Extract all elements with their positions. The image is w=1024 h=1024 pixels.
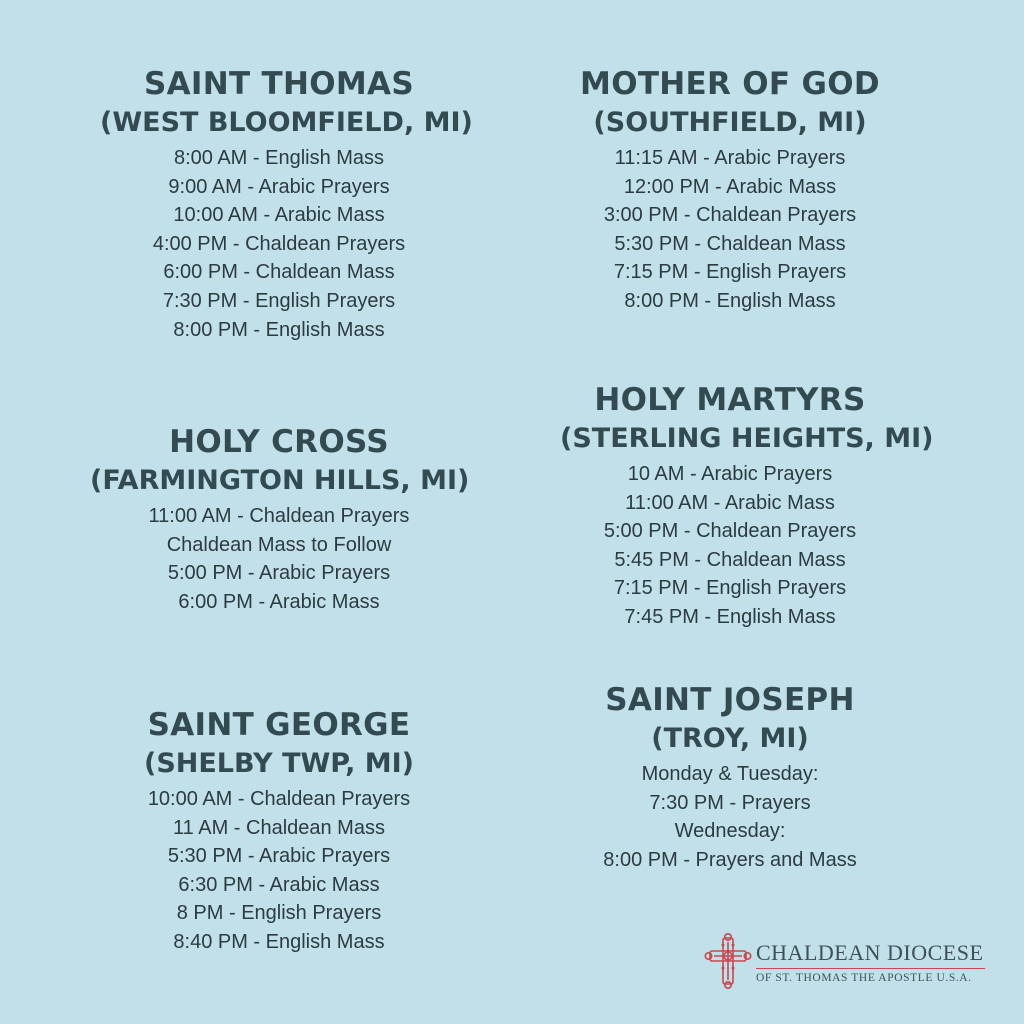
schedule-line: 8:40 PM - English Mass — [173, 930, 385, 953]
parish-holy-cross — [90, 422, 468, 616]
schedule-line: 8:00 PM - English Mass — [173, 318, 385, 341]
schedule-line: 4:00 PM - Chaldean Prayers — [152, 232, 406, 255]
schedule-line: Monday & Tuesday: — [641, 763, 819, 785]
logo-divider — [756, 968, 985, 969]
schedule-line: 8 PM - English Prayers — [176, 902, 382, 925]
parish-name: SAINT JOSEPH — [605, 682, 855, 718]
schedule-line: Wednesday: — [674, 820, 786, 843]
schedule-line: 9:00 AM - Arabic Prayers — [168, 175, 390, 198]
schedule-line: 3:00 PM - Chaldean Prayers — [603, 204, 857, 227]
parish-saint-joseph — [560, 680, 900, 874]
schedule-line: 8:00 PM - English Mass — [624, 289, 836, 312]
schedule-line: Chaldean Mass to Follow — [166, 533, 392, 556]
schedule-line: 11:00 AM - Arabic Mass — [625, 491, 835, 514]
logo-subtitle: OF ST. THOMAS THE APOSTLE U.S.A. — [756, 972, 972, 984]
schedule-line: 7:15 PM - English Prayers — [613, 577, 847, 600]
schedule-line: 8:00 PM - Prayers and Mass — [603, 848, 857, 871]
parish-location: (WEST BLOOMFIELD, MI) — [100, 107, 473, 138]
schedule-line: 7:30 PM - English Prayers — [162, 289, 396, 312]
parish-name: HOLY MARTYRS — [594, 382, 866, 418]
schedule-line: 7:30 PM - Prayers — [649, 791, 811, 814]
parish-location: (SHELBY TWP, MI) — [143, 748, 415, 779]
schedule-line: 6:00 PM - Chaldean Mass — [163, 261, 395, 284]
parish-holy-martyrs — [560, 380, 934, 632]
schedule-line: 5:45 PM - Chaldean Mass — [614, 548, 846, 571]
schedule-line: 5:30 PM - Chaldean Mass — [614, 232, 846, 255]
schedule-line: 6:00 PM - Arabic Mass — [178, 590, 380, 613]
schedule-line: 10:00 AM - Chaldean Prayers — [147, 788, 411, 810]
schedule-line: 11:00 AM - Chaldean Prayers — [148, 505, 410, 527]
schedule-line: 11:15 AM - Arabic Prayers — [614, 147, 846, 169]
schedule-line: 5:00 PM - Arabic Prayers — [167, 562, 391, 585]
parish-location: (FARMINGTON HILLS, MI) — [90, 465, 470, 496]
schedule-line: 7:45 PM - English Mass — [624, 605, 836, 628]
schedule-line: 6:30 PM - Arabic Mass — [178, 873, 380, 896]
schedule-line: 12:00 PM - Arabic Mass — [623, 175, 837, 198]
schedule-line: 5:00 PM - Chaldean Prayers — [603, 520, 857, 543]
parish-location: (TROY, MI) — [651, 723, 809, 754]
parish-name: SAINT THOMAS — [144, 66, 414, 102]
schedule-line: 10:00 AM - Arabic Mass — [173, 204, 385, 227]
parish-saint-george — [100, 705, 458, 957]
schedule-line: 10 AM - Arabic Prayers — [627, 463, 833, 485]
parish-location: (SOUTHFIELD, MI) — [593, 107, 867, 138]
schedule-line: 7:15 PM - English Prayers — [613, 261, 847, 284]
parish-name: MOTHER OF GOD — [580, 66, 880, 102]
parish-name: SAINT GEORGE — [147, 707, 411, 743]
ornate-cross-icon — [704, 932, 752, 990]
logo-title: CHALDEAN DIOCESE — [756, 940, 984, 965]
schedule-line: 5:30 PM - Arabic Prayers — [167, 845, 391, 868]
schedule-line: 8:00 AM - English Mass — [173, 147, 385, 169]
parish-location: (STERLING HEIGHTS, MI) — [560, 423, 934, 454]
parish-name: HOLY CROSS — [169, 424, 389, 460]
diocese-logo — [704, 932, 994, 992]
parish-saint-thomas — [100, 64, 473, 344]
schedule-line: 11 AM - Chaldean Mass — [173, 816, 385, 839]
parish-mother-of-god — [560, 64, 900, 316]
